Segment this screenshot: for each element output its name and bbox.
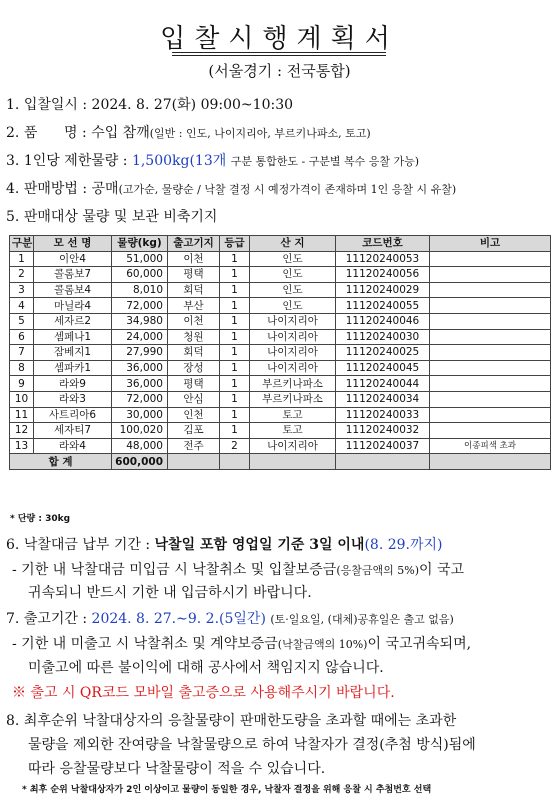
item-6-value: 낙찰일 포함 영업일 기준 3일 이내 [154, 537, 365, 553]
table-cell: 36,000 [112, 360, 168, 376]
table-cell: 이안4 [34, 251, 112, 267]
table-cell: 2 [220, 438, 250, 454]
item-4-note: (고가순, 물량순 / 낙찰 결정 시 예정가격이 존재하며 1인 응찰 시 유찰) [118, 183, 457, 196]
table-cell: 1 [220, 423, 250, 439]
table-cell: 100,020 [112, 423, 168, 439]
table-cell: 인도 [250, 298, 336, 314]
table-cell: 잠베지1 [34, 345, 112, 361]
table-row [10, 345, 551, 361]
item-2-label: 품 명 : [23, 125, 87, 141]
table-cell: 토고 [250, 407, 336, 423]
item-2-value: 수입 참깨 [91, 125, 150, 141]
item-1-label: 입찰일시 : [23, 97, 88, 113]
item-7-note: (토·일요일, (대체)공휴일은 출고 없음) [270, 613, 454, 626]
table-cell [430, 313, 551, 329]
item-3-value: 1,500kg(13개 [131, 153, 227, 169]
table-cell: 1 [220, 360, 250, 376]
table-cell [430, 345, 551, 361]
table-cell: 6 [10, 329, 34, 345]
table-cell: 11120240030 [336, 329, 430, 345]
item-6-text-a: - 기한 내 낙찰대금 미입금 시 낙찰취소 및 입찰보증금 [12, 562, 337, 578]
table-cell: 5 [10, 313, 34, 329]
item-7-value: 2024. 8. 27.∼9. 2.(5일간) [91, 611, 266, 627]
col-header: 비고 [430, 236, 551, 252]
item-6 [6, 534, 443, 554]
table-cell: 13 [10, 438, 34, 454]
table-cell: 인도 [250, 267, 336, 283]
table-row [10, 438, 551, 454]
table-cell: 27,990 [112, 345, 168, 361]
table-cell: 1 [220, 298, 250, 314]
item-1 [6, 94, 293, 114]
table-row [10, 391, 551, 407]
item-4 [6, 178, 456, 198]
table-cell: 전주 [168, 438, 220, 454]
item-5-label: 판매대상 물량 및 보관 비축기지 [23, 209, 218, 225]
table-cell: 1 [220, 313, 250, 329]
col-header: 출고기지 [168, 236, 220, 252]
table-cell: 1 [220, 407, 250, 423]
col-header: 코드번호 [336, 236, 430, 252]
item-6-detail-1 [12, 559, 464, 579]
col-header: 산 지 [250, 236, 336, 252]
table-cell: 11120240053 [336, 251, 430, 267]
table-cell: 11120240034 [336, 391, 430, 407]
table-cell [168, 454, 220, 470]
table-cell: 11120240025 [336, 345, 430, 361]
table-cell: 나이지리아 [250, 313, 336, 329]
title-underline [172, 52, 386, 53]
item-8 [6, 710, 456, 730]
table-cell [430, 454, 551, 470]
table-cell: 72,000 [112, 298, 168, 314]
item-6-label: 낙찰대금 납부 기간 : [23, 537, 151, 553]
table-cell: 11120240032 [336, 423, 430, 439]
table-row [10, 423, 551, 439]
table-cell: 인도 [250, 251, 336, 267]
table-cell: 라와4 [34, 438, 112, 454]
col-header: 구분 [10, 236, 34, 252]
table-cell [430, 267, 551, 283]
table-header-row [10, 236, 551, 252]
table-cell: 11120240044 [336, 376, 430, 392]
table-cell: 9 [10, 376, 34, 392]
item-7-detail-2: 미출고에 따른 불이익에 대해 공사에서 책임지지 않습니다. [28, 660, 384, 676]
table-cell [430, 251, 551, 267]
table-row [10, 267, 551, 283]
page-subtitle: (서울경기 : 전국통합) [208, 62, 351, 80]
item-8-line-3: 따라 응찰물량보다 낙찰물량이 적을 수 있습니다. [28, 761, 326, 777]
table-row [10, 329, 551, 345]
table-cell: 인천 [168, 407, 220, 423]
table-cell: 안심 [168, 391, 220, 407]
stock-table [9, 235, 551, 470]
item-7 [6, 608, 454, 628]
table-cell: 부르키나파소 [250, 376, 336, 392]
table-row [10, 360, 551, 376]
table-cell: 평택 [168, 267, 220, 283]
table-cell: 토고 [250, 423, 336, 439]
table-cell: 10 [10, 391, 34, 407]
table-cell: 12 [10, 423, 34, 439]
table-cell: 이종피색 초과 [430, 438, 551, 454]
item-6-date: (8. 29.까지) [364, 537, 443, 553]
table-cell: 11120240037 [336, 438, 430, 454]
table-cell: 11120240029 [336, 282, 430, 298]
table-cell: 36,000 [112, 376, 168, 392]
item-4-value: 공매 [91, 181, 119, 197]
item-7-text-a: - 기한 내 미출고 시 낙찰취소 및 계약보증금 [12, 636, 278, 652]
unit-note: * 단량 : 30kg [10, 514, 71, 524]
table-cell: 회덕 [168, 282, 220, 298]
table-body [10, 251, 551, 454]
col-header: 물량(kg) [112, 236, 168, 252]
table-cell: 30,000 [112, 407, 168, 423]
table-cell: 51,000 [112, 251, 168, 267]
table-cell: 마닐라4 [34, 298, 112, 314]
item-4-label: 판매방법 : [23, 181, 88, 197]
table-cell: 셈페나1 [34, 329, 112, 345]
table-cell: 11120240046 [336, 313, 430, 329]
item-3-number: 3. [6, 153, 20, 169]
item-7-number: 7. [6, 611, 20, 627]
table-cell [250, 454, 336, 470]
table-cell: 라와3 [34, 391, 112, 407]
table-cell [220, 454, 250, 470]
table-cell: 이천 [168, 251, 220, 267]
table-cell: 셈파카1 [34, 360, 112, 376]
table-cell: 세자르2 [34, 313, 112, 329]
table-cell [336, 454, 430, 470]
table-cell: 콜롬보7 [34, 267, 112, 283]
table-total-row [10, 454, 551, 470]
col-header: 등급 [220, 236, 250, 252]
item-5-number: 5. [6, 209, 20, 225]
table-cell: 24,000 [112, 329, 168, 345]
table-cell: 평택 [168, 376, 220, 392]
page-title: 입찰시행계획서 [160, 24, 399, 54]
table-cell: 7 [10, 345, 34, 361]
item-3 [6, 150, 419, 170]
table-cell [430, 376, 551, 392]
table-cell: 콜롬보4 [34, 282, 112, 298]
table-cell: 11120240045 [336, 360, 430, 376]
item-2-number: 2. [6, 125, 20, 141]
table-cell: 1 [220, 345, 250, 361]
table-cell: 김포 [168, 423, 220, 439]
item-6-text-b: (응찰금액의 5%) [336, 564, 420, 577]
table-row [10, 298, 551, 314]
table-cell: 1 [220, 329, 250, 345]
table-cell: 11 [10, 407, 34, 423]
table-cell: 4 [10, 298, 34, 314]
col-header: 모 선 명 [34, 236, 112, 252]
table-cell: 72,000 [112, 391, 168, 407]
table-cell [430, 407, 551, 423]
table-cell: 나이지리아 [250, 360, 336, 376]
item-2-note: (일반 : 인도, 나이지리아, 부르키나파소, 토고) [149, 127, 371, 140]
table-cell: 장성 [168, 360, 220, 376]
table-row [10, 313, 551, 329]
table-cell: 인도 [250, 282, 336, 298]
table-cell: 8,010 [112, 282, 168, 298]
item-5 [6, 206, 217, 226]
item-6-text-c: 이 국고 [419, 562, 465, 578]
table-cell: 청원 [168, 329, 220, 345]
table-cell: 48,000 [112, 438, 168, 454]
total-value: 600,000 [112, 454, 168, 470]
table-cell: 회덕 [168, 345, 220, 361]
table-row [10, 282, 551, 298]
table-cell: 8 [10, 360, 34, 376]
table-cell: 1 [220, 282, 250, 298]
table-cell [430, 391, 551, 407]
table-cell: 1 [10, 251, 34, 267]
table-cell: 11120240033 [336, 407, 430, 423]
table-cell: 34,980 [112, 313, 168, 329]
item-3-note: 구분 통합한도 - 구분별 복수 응찰 가능) [230, 155, 420, 168]
table-cell [430, 282, 551, 298]
table-row [10, 376, 551, 392]
table-cell: 11120240056 [336, 267, 430, 283]
table-cell: 세자티7 [34, 423, 112, 439]
item-1-number: 1. [6, 97, 20, 113]
table-cell: 60,000 [112, 267, 168, 283]
item-6-number: 6. [6, 537, 20, 553]
item-7-text-c: 이 국고귀속되며, [367, 636, 472, 652]
table-cell: 1 [220, 391, 250, 407]
total-label: 합 계 [10, 454, 112, 470]
table-cell: 이천 [168, 313, 220, 329]
title-underline-2 [172, 55, 386, 56]
item-3-label: 1인당 제한물량 : [23, 153, 128, 169]
table-cell: 1 [220, 251, 250, 267]
table-cell: 11120240055 [336, 298, 430, 314]
table-cell: 부산 [168, 298, 220, 314]
item-4-number: 4. [6, 181, 20, 197]
footnote: * 최후 순위 낙찰대상자가 2인 이상이고 물량이 동일한 경우, 낙찰자 결정을 위해 응찰 시 추첨번호 선택 [22, 785, 432, 795]
table-row [10, 251, 551, 267]
item-7-label: 출고기간 : [23, 611, 88, 627]
table-cell: 나이지리아 [250, 438, 336, 454]
item-8-line-1: 최후순위 낙찰대상자의 응찰물량이 판매한도량을 초과할 때에는 초과한 [23, 713, 457, 729]
table-cell: 1 [220, 267, 250, 283]
table-cell: 라와9 [34, 376, 112, 392]
table-cell [430, 423, 551, 439]
table-cell: 사트리아6 [34, 407, 112, 423]
item-7-detail-1 [12, 633, 471, 653]
item-7-text-b: (낙찰금액의 10%) [277, 638, 368, 651]
table-cell [430, 329, 551, 345]
table-cell: 나이지리아 [250, 329, 336, 345]
table-cell: 나이지리아 [250, 345, 336, 361]
qr-warning: ※ 출고 시 QR코드 모바일 출고증으로 사용해주시기 바랍니다. [12, 685, 395, 701]
table-cell [430, 360, 551, 376]
table-cell: 부르키나파소 [250, 391, 336, 407]
table-row [10, 407, 551, 423]
table-cell [430, 298, 551, 314]
item-8-number: 8. [6, 713, 20, 729]
item-8-line-2: 물량을 제외한 잔여량을 낙찰물량으로 하여 낙찰자가 결정(추첨 방식)됨에 [28, 737, 476, 753]
table-cell: 1 [220, 376, 250, 392]
item-1-value: 2024. 8. 27(화) 09:00~10:30 [91, 97, 294, 113]
table-cell: 2 [10, 267, 34, 283]
table-cell: 3 [10, 282, 34, 298]
item-2 [6, 122, 371, 142]
item-6-detail-2: 귀속되니 반드시 기한 내 입금하시기 바랍니다. [28, 585, 312, 601]
